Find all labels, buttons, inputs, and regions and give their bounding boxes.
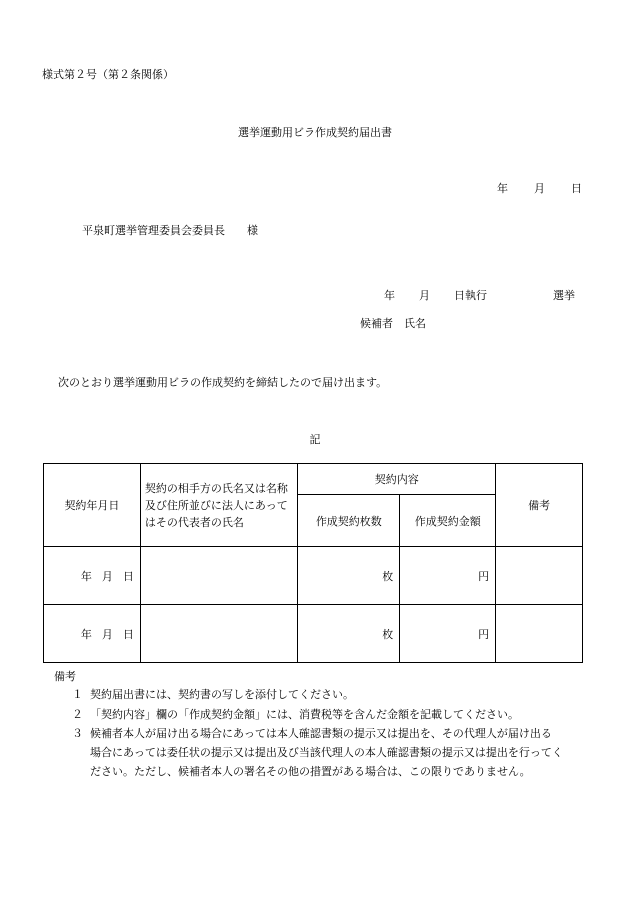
ki-heading: 記 bbox=[309, 433, 321, 446]
date-year-label: 年 bbox=[497, 182, 508, 195]
notes-title: 備考 bbox=[54, 670, 76, 683]
row-amount-cell[interactable]: 円 bbox=[400, 605, 496, 663]
note-item bbox=[72, 725, 552, 741]
row-sheet-count-cell[interactable]: 枚 bbox=[298, 605, 400, 663]
header-sheet-count: 作成契約枚数 bbox=[298, 495, 400, 547]
row-month-label: 月 bbox=[101, 627, 113, 641]
submission-date-line bbox=[497, 180, 582, 196]
row-date-cell[interactable] bbox=[44, 547, 141, 605]
row-remarks-cell[interactable] bbox=[496, 547, 583, 605]
note-text: 「契約内容」欄の「作成契約金額」には、消費税等を含んだ金額を記載してください。 bbox=[90, 708, 519, 721]
table-row bbox=[44, 605, 583, 663]
note-text-continuation: ださい。ただし、候補者本人の署名その他の措置がある場合は、この限りでありません。 bbox=[90, 765, 531, 778]
addressee: 平泉町選挙管理委員会委員長 様 bbox=[82, 224, 258, 237]
row-day-label: 日 bbox=[122, 627, 134, 641]
row-month-label: 月 bbox=[101, 569, 113, 583]
row-amount-cell[interactable]: 円 bbox=[400, 547, 496, 605]
row-sheet-count-cell[interactable]: 枚 bbox=[298, 547, 400, 605]
election-label: 選挙 bbox=[553, 289, 575, 302]
form-number: 様式第２号（第２条関係） bbox=[42, 68, 174, 81]
election-year-label: 年 bbox=[384, 289, 395, 302]
date-month-label: 月 bbox=[534, 182, 545, 195]
header-remarks: 備考 bbox=[496, 464, 583, 547]
row-year-label: 年 bbox=[80, 627, 92, 641]
row-remarks-cell[interactable] bbox=[496, 605, 583, 663]
candidate-name-line: 候補者 氏名 bbox=[360, 317, 426, 330]
document-title: 選挙運動用ビラ作成契約届出書 bbox=[238, 126, 392, 139]
election-line bbox=[384, 287, 575, 303]
row-party-cell[interactable] bbox=[140, 605, 297, 663]
contract-table bbox=[43, 463, 583, 663]
note-number: １ bbox=[72, 688, 83, 701]
note-number: ２ bbox=[72, 708, 83, 721]
header-contract-content: 契約内容 bbox=[298, 464, 496, 495]
note-item bbox=[72, 706, 519, 722]
date-day-label: 日 bbox=[571, 182, 582, 195]
note-text: 契約届出書には、契約書の写しを添付してください。 bbox=[90, 688, 354, 701]
note-item bbox=[72, 686, 354, 702]
election-day-exec-label: 日執行 bbox=[454, 289, 487, 302]
election-month-label: 月 bbox=[419, 289, 430, 302]
row-day-label: 日 bbox=[122, 569, 134, 583]
table-row bbox=[44, 547, 583, 605]
row-party-cell[interactable] bbox=[140, 547, 297, 605]
header-amount: 作成契約金額 bbox=[400, 495, 496, 547]
note-text-continuation: 場合にあっては委任状の提示又は提出及び当該代理人の本人確認書類の提示又は提出を行ってく bbox=[90, 746, 563, 759]
header-party: 契約の相手方の氏名又は名称及び住所並びに法人にあってはその代表者の氏名 bbox=[140, 464, 297, 547]
note-text: 候補者本人が届け出る場合にあっては本人確認書類の提示又は提出を、その代理人が届け出る bbox=[90, 727, 552, 740]
row-year-label: 年 bbox=[80, 569, 92, 583]
intro-text: 次のとおり選挙運動用ビラの作成契約を締結したので届け出ます。 bbox=[58, 376, 388, 389]
note-number: ３ bbox=[72, 727, 83, 740]
header-contract-date: 契約年月日 bbox=[44, 464, 141, 547]
row-date-cell[interactable] bbox=[44, 605, 141, 663]
